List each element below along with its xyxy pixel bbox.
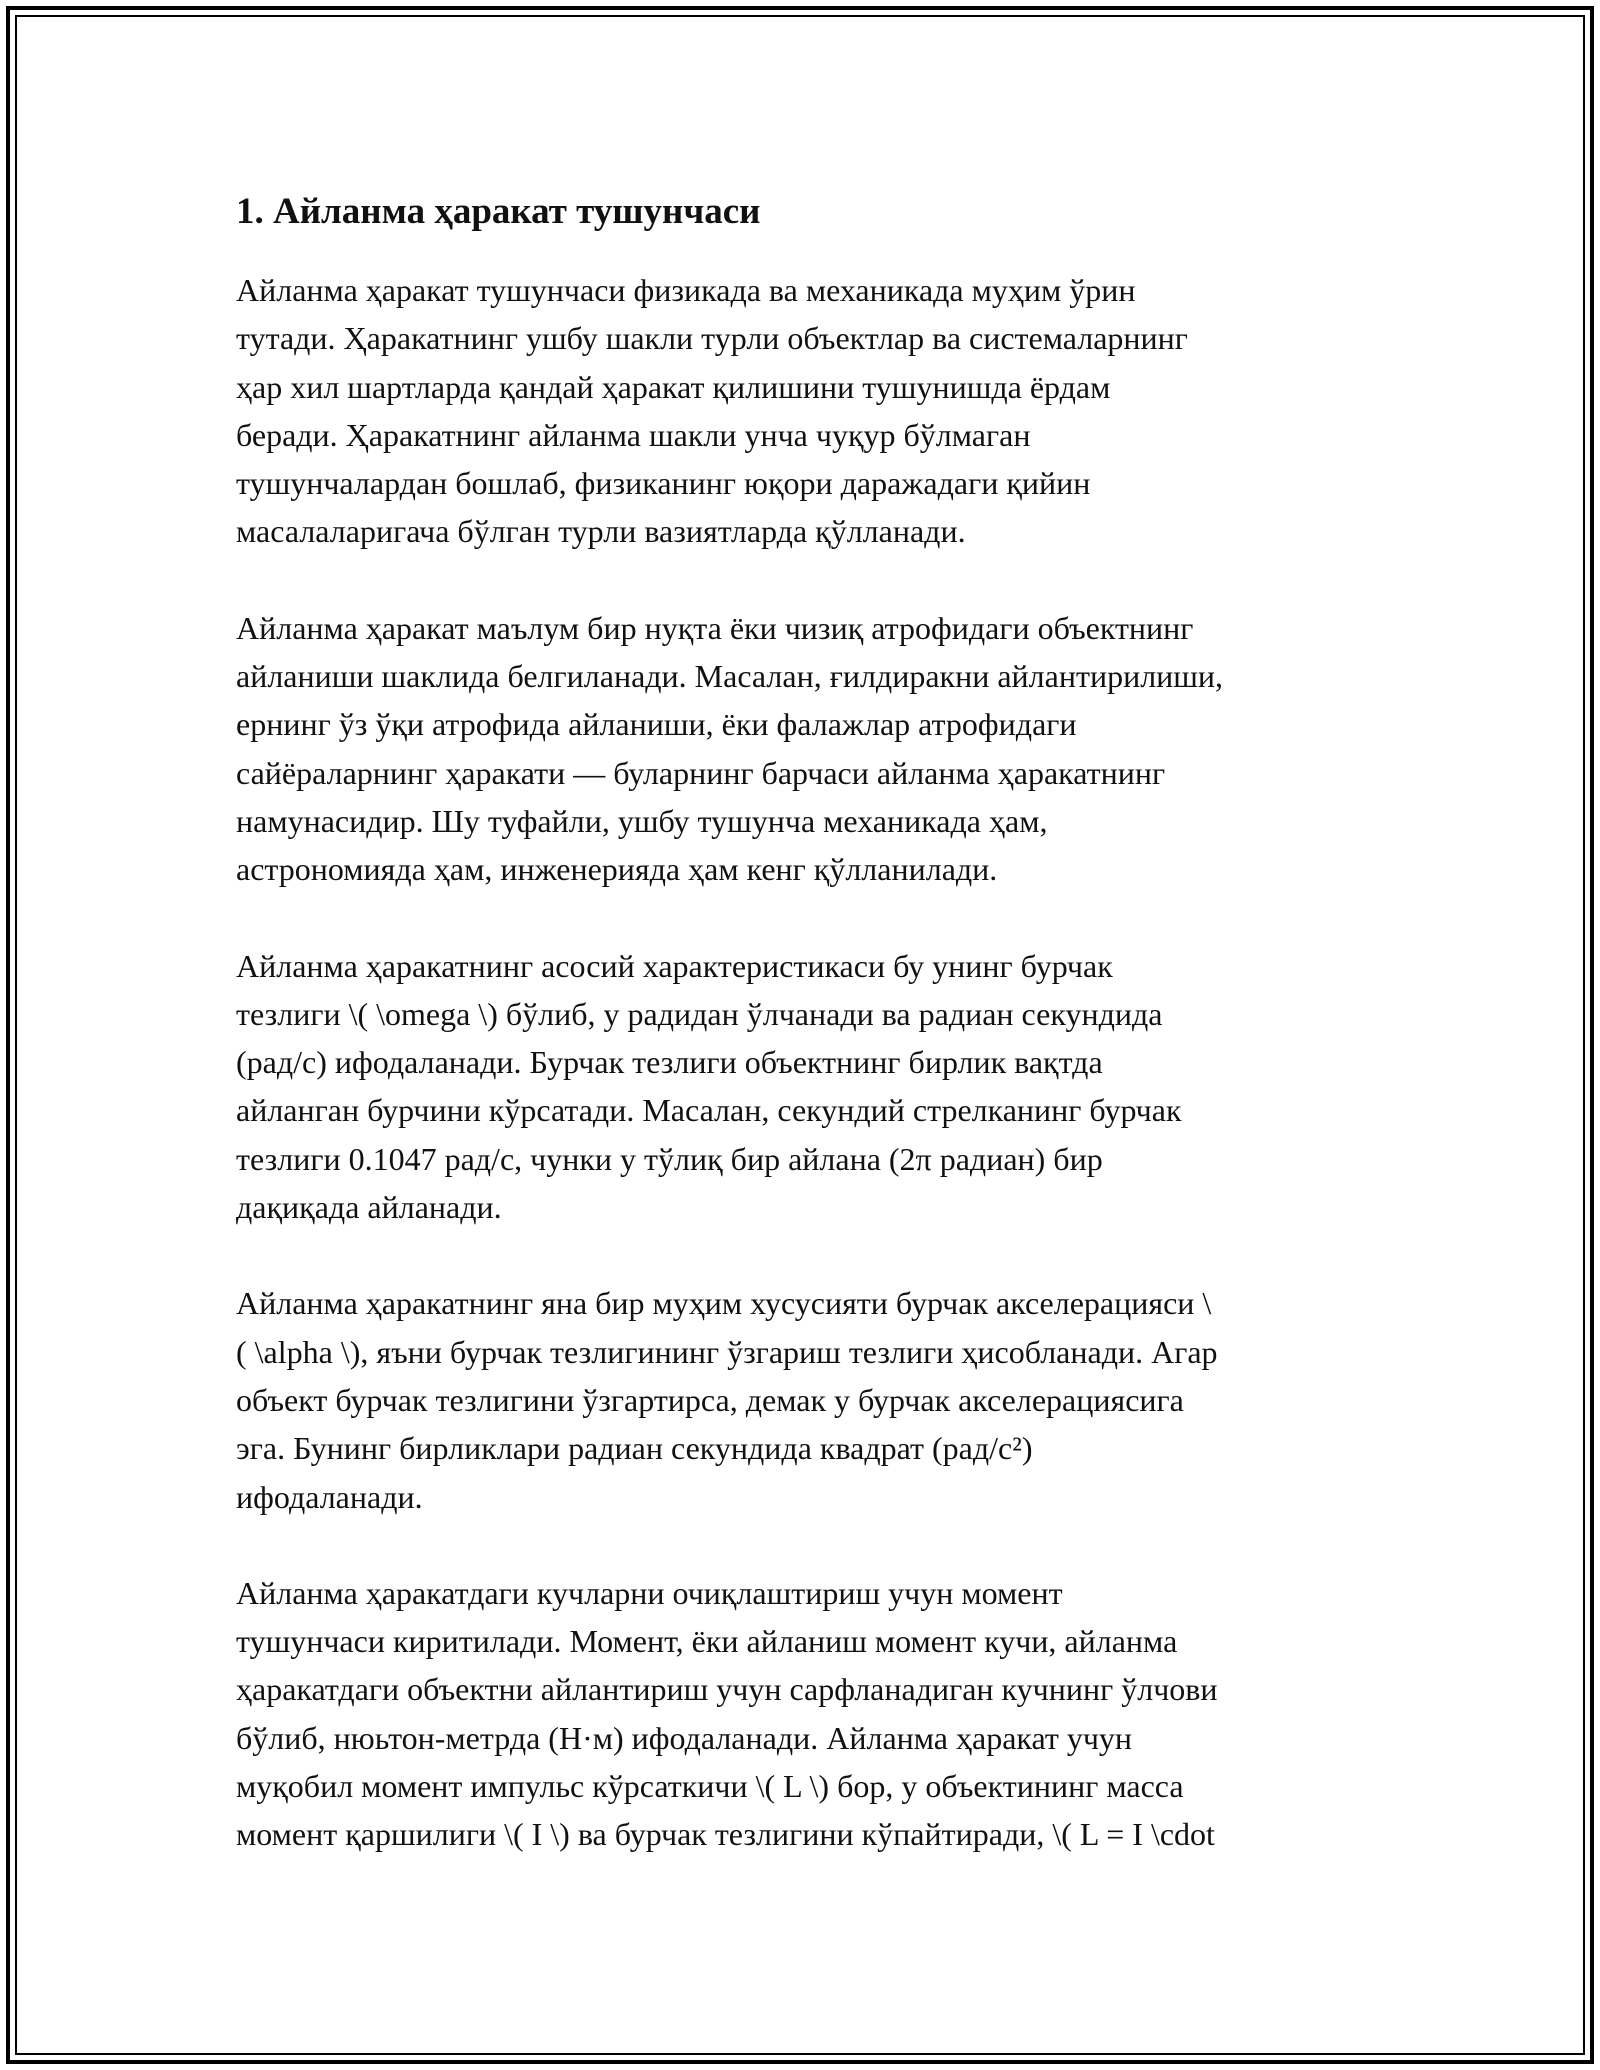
text-line: айланган бурчини кўрсатади. Масалан, секундий стрелканинг бурчак	[236, 1092, 1182, 1129]
text-line: Айланма ҳаракатдаги кучларни очиқлаштириш учун момент	[236, 1574, 1063, 1611]
text-line: тушунчалардан бошлаб, физиканинг юқори даражадаги қийин	[236, 465, 1091, 502]
paragraph-4	[236, 1279, 1376, 1520]
text-line: ифодаланади.	[236, 1478, 423, 1515]
text-line: эга. Бунинг бирликлари радиан секундида квадрат (рад/с²)	[236, 1430, 1033, 1467]
text-line: ( \alpha \), яъни бурчак тезлигининг ўзгариш тезлиги ҳисобланади. Агар	[236, 1333, 1218, 1370]
text-line: ҳар хил шартларда қандай ҳаракат қилишини тушунишда ёрдам	[236, 368, 1111, 405]
section-heading: 1. Айланма ҳаракат тушунчаси	[236, 191, 761, 232]
text-line: муқобил момент импульс кўрсаткичи \( L \) бор, у объектининг масса	[236, 1768, 1184, 1805]
text-line: айланиши шаклида белгиланади. Масалан, ғилдиракни айлантирилиши,	[236, 658, 1224, 695]
text-line: бўлиб, нюьтон-метрда (Н·м) ифодаланади. Айланма ҳаракат учун	[236, 1719, 1133, 1756]
text-line: астрономияда ҳам, инженерияда ҳам кенг қўлланилади.	[236, 851, 998, 888]
text-line: тезлиги \( \omega \) бўлиб, у радидан ўлчанади ва радиан секундида	[236, 995, 1163, 1032]
document-body	[236, 190, 1376, 1907]
text-line: (рад/с) ифодаланади. Бурчак тезлиги объектнинг бирлик вақтда	[236, 1044, 1103, 1081]
text-line: Айланма ҳаракатнинг асосий характеристикаси бу унинг бурчак	[236, 947, 1113, 984]
text-line: намунасидир. Шу туфайли, ушбу тушунча механикада ҳам,	[236, 802, 1048, 839]
text-line: тезлиги 0.1047 рад/с, чунки у тўлиқ бир айлана (2π радиан) бир	[236, 1140, 1103, 1177]
paragraph-1	[236, 266, 1376, 556]
text-line: Айланма ҳаракатнинг яна бир муҳим хусусияти бурчак акселерацияси \	[236, 1285, 1212, 1322]
text-line: объект бурчак тезлигини ўзгартирса, демак у бурчак акселерациясига	[236, 1381, 1184, 1418]
text-line: дақиқада айланади.	[236, 1189, 502, 1226]
text-line: беради. Ҳаракатнинг айланма шакли унча чуқур бўлмаган	[236, 416, 1031, 453]
text-line: момент қаршилиги \( I \) ва бурчак тезлигини кўпайтиради, \( L = I \cdot	[236, 1816, 1215, 1853]
paragraph-2	[236, 604, 1376, 894]
text-line: Айланма ҳаракат тушунчаси физикада ва механикада муҳим ўрин	[236, 272, 1136, 308]
text-line: масалаларигача бўлган турли вазиятларда қўлланади.	[236, 513, 966, 550]
text-line: тушунчаси киритилади. Момент, ёки айланиш момент кучи, айланма	[236, 1623, 1178, 1660]
text-line: сайёраларнинг ҳаракати — буларнинг барчаси айланма ҳаракатнинг	[236, 754, 1166, 791]
paragraph-5	[236, 1569, 1376, 1859]
text-line: ҳаракатдаги объектни айлантириш учун сарфланадиган кучнинг ўлчови	[236, 1671, 1218, 1708]
text-line: ернинг ўз ўқи атрофида айланиши, ёки фалажлар атрофидаги	[236, 706, 1077, 743]
paragraph-3	[236, 942, 1376, 1232]
text-line: тутади. Ҳаракатнинг ушбу шакли турли объектлар ва системаларнинг	[236, 320, 1188, 357]
text-line: Айланма ҳаракат маълум бир нуқта ёки чизиқ атрофидаги объектнинг	[236, 609, 1194, 646]
